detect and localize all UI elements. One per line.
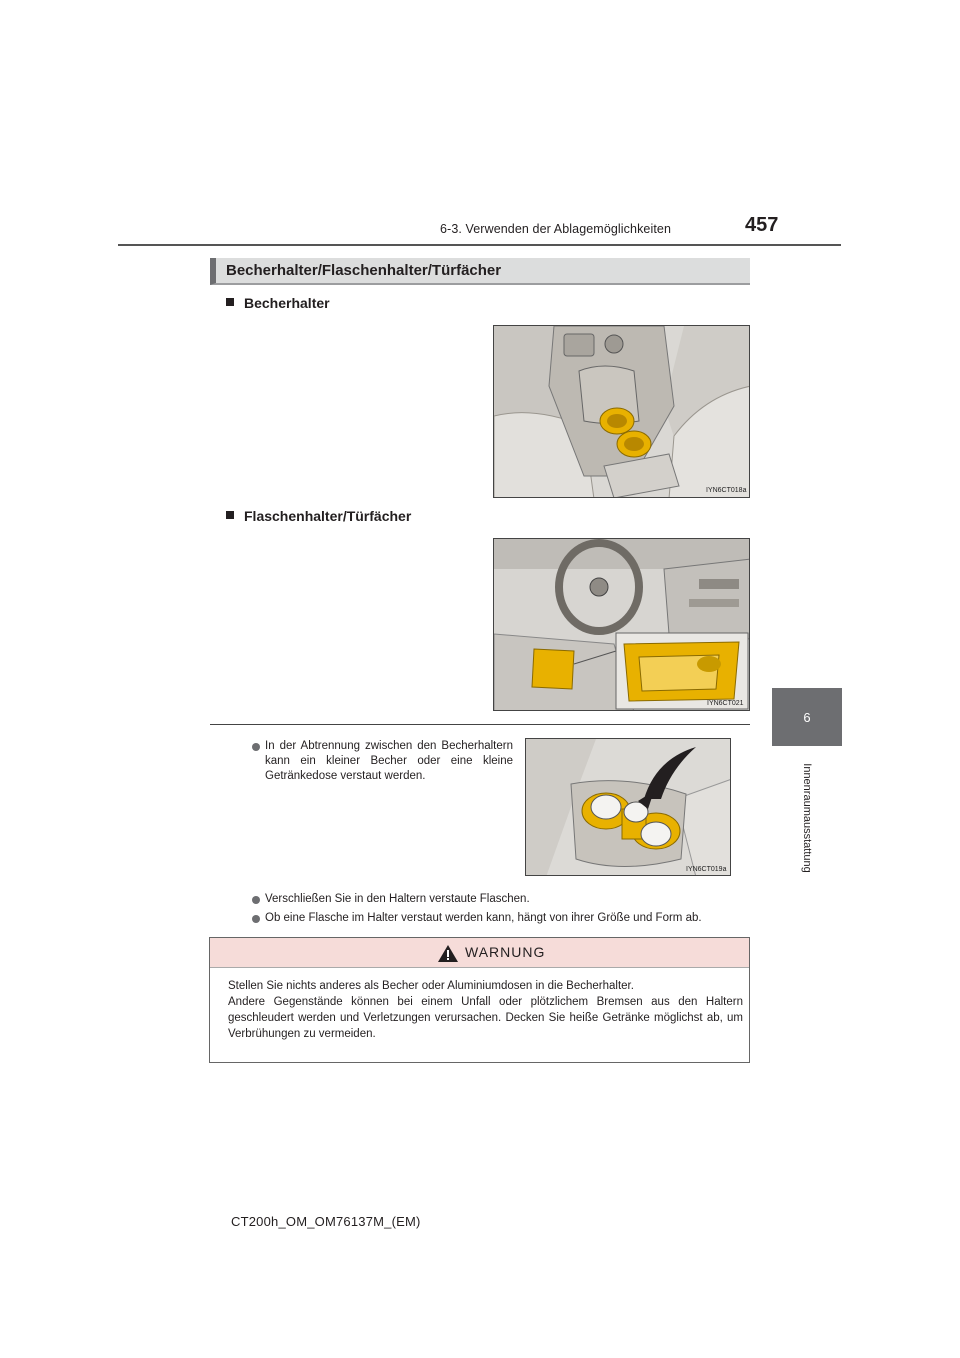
chapter-tab-title — [800, 754, 814, 884]
square-bullet-icon — [226, 511, 234, 519]
chapter-number: 6 — [803, 709, 811, 725]
warning-header — [210, 938, 749, 968]
divider-line — [210, 724, 750, 725]
note-text: Ob eine Flasche im Halter verstaut werden kann, hängt von ihrer Größe und Form ab. — [265, 912, 702, 924]
figure-code: IYN6CT021 — [707, 700, 744, 707]
running-header: 6-3. Verwenden der Ablagemöglichkeiten — [440, 222, 672, 236]
header-rule — [118, 244, 841, 246]
divider-cup-illustration — [525, 738, 731, 876]
section-title-bar — [210, 258, 750, 285]
note-text: Verschließen Sie in den Haltern verstaute Flaschen. — [265, 893, 530, 905]
square-bullet-icon — [226, 298, 234, 306]
chapter-tab-number — [772, 688, 842, 746]
figure-code: IYN6CT019a — [686, 866, 727, 873]
bullet-dot-icon — [252, 743, 260, 751]
section-title: Becherhalter/Flaschenhalter/Türfächer — [226, 262, 502, 279]
bullet-dot-icon — [252, 896, 260, 904]
subsection-title: Becherhalter — [244, 295, 330, 311]
warning-line-1: Stellen Sie nichts anderes als Becher oder Aluminiumdosen in die Becherhalter. — [228, 980, 634, 992]
document-footer: CT200h_OM_OM76137M_(EM) — [231, 1214, 421, 1229]
cupholder-illustration — [493, 325, 750, 498]
warning-body — [228, 978, 743, 1042]
subsection-heading-cupholder — [226, 295, 330, 311]
bullet-dot-icon — [252, 915, 260, 923]
figure-code: IYN6CT018a — [706, 487, 747, 494]
warning-title: WARNUNG — [465, 944, 546, 960]
page-number: 457 — [745, 214, 779, 236]
warning-triangle-icon — [438, 945, 458, 962]
note-text: In der Abtrennung zwischen den Becherhaltern kann ein kleiner Becher oder eine kleine Getränkedose verstaut werden. — [265, 740, 513, 782]
subsection-heading-bottleholder — [226, 508, 411, 524]
bottleholder-illustration — [493, 538, 750, 711]
warning-box — [209, 937, 750, 1063]
warning-line-2: Andere Gegenstände können bei einem Unfall oder plötzlichem Bremsen aus den Haltern geschleudert werden und Verletzungen verursachen. Decken Sie heiße Getränke möglichst ab, um Verbrühungen zu vermeiden. — [228, 996, 743, 1040]
chapter-title: Innenraumausstattung — [801, 763, 813, 873]
subsection-title: Flaschenhalter/Türfächer — [244, 508, 412, 524]
